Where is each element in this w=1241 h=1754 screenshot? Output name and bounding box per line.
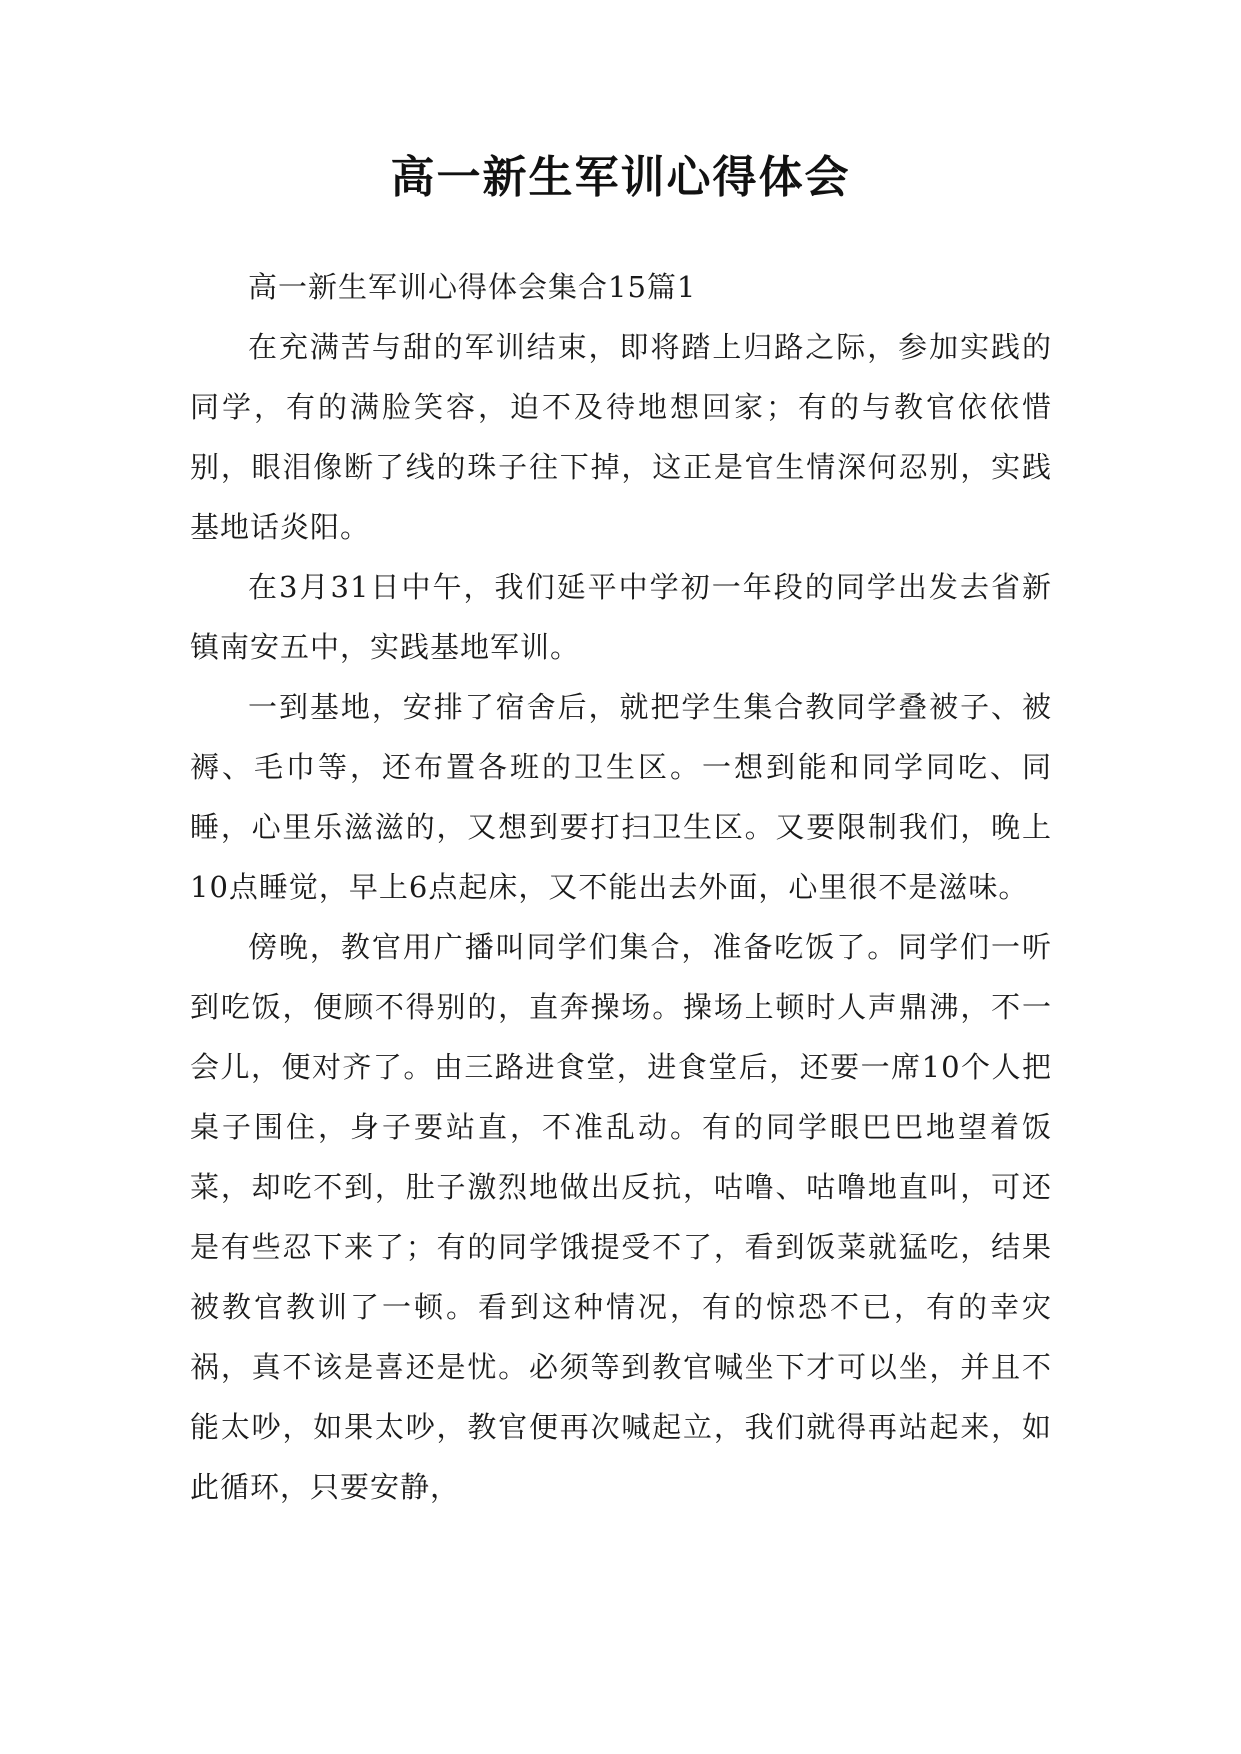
paragraph: 一到基地，安排了宿舍后，就把学生集合教同学叠被子、被褥、毛巾等，还布置各班的卫生区。一想到能和同学同吃、同睡，心里乐滋滋的，又想到要打扫卫生区。又要限制我们，晚上10点睡觉，早上6点起床，又不能出去外面，心里很不是滋味。 bbox=[190, 690, 1052, 904]
section-heading: 高一新生军训心得体会集合15篇1 bbox=[248, 270, 697, 304]
paragraph: 在充满苦与甜的军训结束，即将踏上归路之际，参加实践的同学，有的满脸笑容，迫不及待地想回家；有的与教官依依惜别，眼泪像断了线的珠子往下掉，这正是官生情深何忍别，实践基地话炎阳。 bbox=[190, 330, 1052, 544]
paragraph: 傍晚，教官用广播叫同学们集合，准备吃饭了。同学们一听到吃饭，便顾不得别的，直奔操场。操场上顿时人声鼎沸，不一会儿，便对齐了。由三路进食堂，进食堂后，还要一席10个人把桌子围住，身子要站直，不准乱动。有的同学眼巴巴地望着饭菜，却吃不到，肚子激烈地做出反抗，咕噜、咕噜地直叫，可还是有些忍下来了；有的同学饿提受不了，看到饭菜就猛吃，结果被教官教训了一顿。看到这种情况，有的惊恐不已，有的幸灾祸，真不该是喜还是忧。必须等到教官喊坐下才可以坐，并且不能太吵，如果太吵，教官便再次喊起立，我们就得再站起来，如此循环，只要安静， bbox=[190, 930, 1052, 1504]
paragraph: 在3月31日中午，我们延平中学初一年段的同学出发去省新镇南安五中，实践基地军训。 bbox=[190, 570, 1052, 664]
document-title: 高一新生军训心得体会 bbox=[390, 152, 851, 203]
document-body bbox=[190, 257, 1052, 1517]
